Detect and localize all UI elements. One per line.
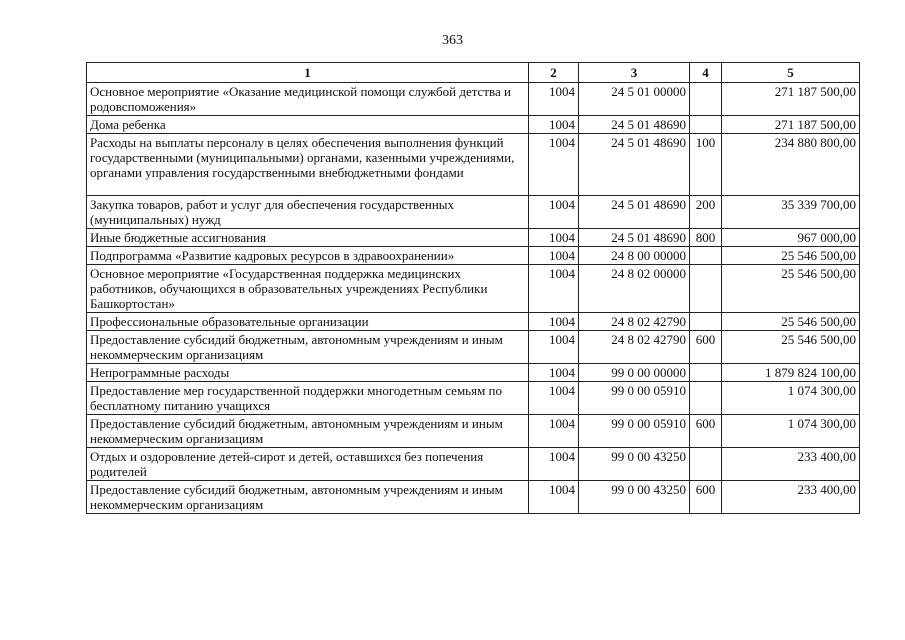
cell-name: Профессиональные образовательные организации	[87, 313, 529, 331]
cell-expense-type	[690, 364, 722, 382]
table-row	[87, 448, 860, 481]
table-row	[87, 116, 860, 134]
cell-section-code: 1004	[529, 83, 579, 116]
table-row	[87, 313, 860, 331]
cell-section-code: 1004	[529, 229, 579, 247]
cell-section-code: 1004	[529, 196, 579, 229]
table-row	[87, 382, 860, 415]
cell-section-code: 1004	[529, 265, 579, 313]
table-row	[87, 83, 860, 116]
cell-target-article: 24 5 01 48690	[579, 116, 690, 134]
column-header-section-code: 2	[529, 63, 579, 83]
cell-target-article: 24 8 00 00000	[579, 247, 690, 265]
cell-name: Закупка товаров, работ и услуг для обеспечения государственных (муниципальных) нужд	[87, 196, 529, 229]
cell-target-article: 24 8 02 42790	[579, 331, 690, 364]
cell-name: Непрограммные расходы	[87, 364, 529, 382]
cell-section-code: 1004	[529, 382, 579, 415]
cell-section-code: 1004	[529, 481, 579, 514]
column-header-expense-type: 4	[690, 63, 722, 83]
budget-table	[86, 62, 860, 514]
cell-amount: 1 074 300,00	[722, 382, 860, 415]
cell-name: Предоставление субсидий бюджетным, автономным учреждениям и иным некоммерческим организациям	[87, 481, 529, 514]
cell-section-code: 1004	[529, 247, 579, 265]
cell-target-article: 99 0 00 43250	[579, 448, 690, 481]
cell-section-code: 1004	[529, 331, 579, 364]
cell-name: Подпрограмма «Развитие кадровых ресурсов в здравоохранении»	[87, 247, 529, 265]
table-row	[87, 481, 860, 514]
cell-name: Основное мероприятие «Оказание медицинской помощи службой детства и родовспоможения»	[87, 83, 529, 116]
cell-name: Предоставление субсидий бюджетным, автономным учреждениям и иным некоммерческим организациям	[87, 415, 529, 448]
cell-target-article: 24 8 02 00000	[579, 265, 690, 313]
table-row	[87, 265, 860, 313]
cell-name: Отдых и оздоровление детей-сирот и детей, оставшихся без попечения родителей	[87, 448, 529, 481]
cell-expense-type	[690, 382, 722, 415]
cell-amount: 35 339 700,00	[722, 196, 860, 229]
cell-section-code: 1004	[529, 364, 579, 382]
cell-amount: 25 546 500,00	[722, 313, 860, 331]
cell-target-article: 24 5 01 48690	[579, 134, 690, 196]
cell-target-article: 24 5 01 00000	[579, 83, 690, 116]
cell-target-article: 24 5 01 48690	[579, 196, 690, 229]
cell-expense-type	[690, 313, 722, 331]
table-row	[87, 415, 860, 448]
cell-amount: 233 400,00	[722, 448, 860, 481]
cell-section-code: 1004	[529, 134, 579, 196]
table-body	[87, 83, 860, 514]
cell-section-code: 1004	[529, 448, 579, 481]
cell-name: Иные бюджетные ассигнования	[87, 229, 529, 247]
cell-name: Дома ребенка	[87, 116, 529, 134]
table-row	[87, 247, 860, 265]
cell-amount: 233 400,00	[722, 481, 860, 514]
column-header-amount: 5	[722, 63, 860, 83]
cell-section-code: 1004	[529, 313, 579, 331]
cell-expense-type	[690, 448, 722, 481]
cell-expense-type: 600	[690, 331, 722, 364]
cell-expense-type	[690, 116, 722, 134]
cell-target-article: 24 8 02 42790	[579, 313, 690, 331]
table-row	[87, 134, 860, 196]
cell-expense-type: 200	[690, 196, 722, 229]
cell-expense-type	[690, 265, 722, 313]
cell-section-code: 1004	[529, 116, 579, 134]
cell-amount: 25 546 500,00	[722, 331, 860, 364]
table-row	[87, 196, 860, 229]
column-header-target-article: 3	[579, 63, 690, 83]
cell-amount: 234 880 800,00	[722, 134, 860, 196]
cell-amount: 967 000,00	[722, 229, 860, 247]
cell-amount: 1 879 824 100,00	[722, 364, 860, 382]
table-row	[87, 331, 860, 364]
cell-name: Предоставление субсидий бюджетным, автономным учреждениям и иным некоммерческим организациям	[87, 331, 529, 364]
table-row	[87, 229, 860, 247]
cell-expense-type	[690, 247, 722, 265]
cell-target-article: 99 0 00 43250	[579, 481, 690, 514]
cell-target-article: 99 0 00 05910	[579, 415, 690, 448]
table-header-row	[87, 63, 860, 83]
cell-amount: 25 546 500,00	[722, 247, 860, 265]
cell-section-code: 1004	[529, 415, 579, 448]
cell-target-article: 99 0 00 05910	[579, 382, 690, 415]
cell-amount: 1 074 300,00	[722, 415, 860, 448]
cell-amount: 271 187 500,00	[722, 116, 860, 134]
cell-expense-type: 600	[690, 415, 722, 448]
cell-expense-type	[690, 83, 722, 116]
cell-name: Предоставление мер государственной поддержки многодетным семьям по бесплатному питанию учащихся	[87, 382, 529, 415]
cell-name: Расходы на выплаты персоналу в целях обеспечения выполнения функций государственными (муниципальными) органами, казенными учреждениями, органами управления государственными внебюджетными фондами	[87, 134, 529, 196]
cell-target-article: 24 5 01 48690	[579, 229, 690, 247]
table-row	[87, 364, 860, 382]
cell-expense-type: 600	[690, 481, 722, 514]
cell-amount: 25 546 500,00	[722, 265, 860, 313]
cell-target-article: 99 0 00 00000	[579, 364, 690, 382]
page-number: 363	[442, 33, 463, 48]
cell-expense-type: 100	[690, 134, 722, 196]
column-header-name: 1	[87, 63, 529, 83]
cell-expense-type: 800	[690, 229, 722, 247]
cell-name: Основное мероприятие «Государственная поддержка медицинских работников, обучающихся в образовательных учреждениях Республики Башкортостан»	[87, 265, 529, 313]
cell-amount: 271 187 500,00	[722, 83, 860, 116]
